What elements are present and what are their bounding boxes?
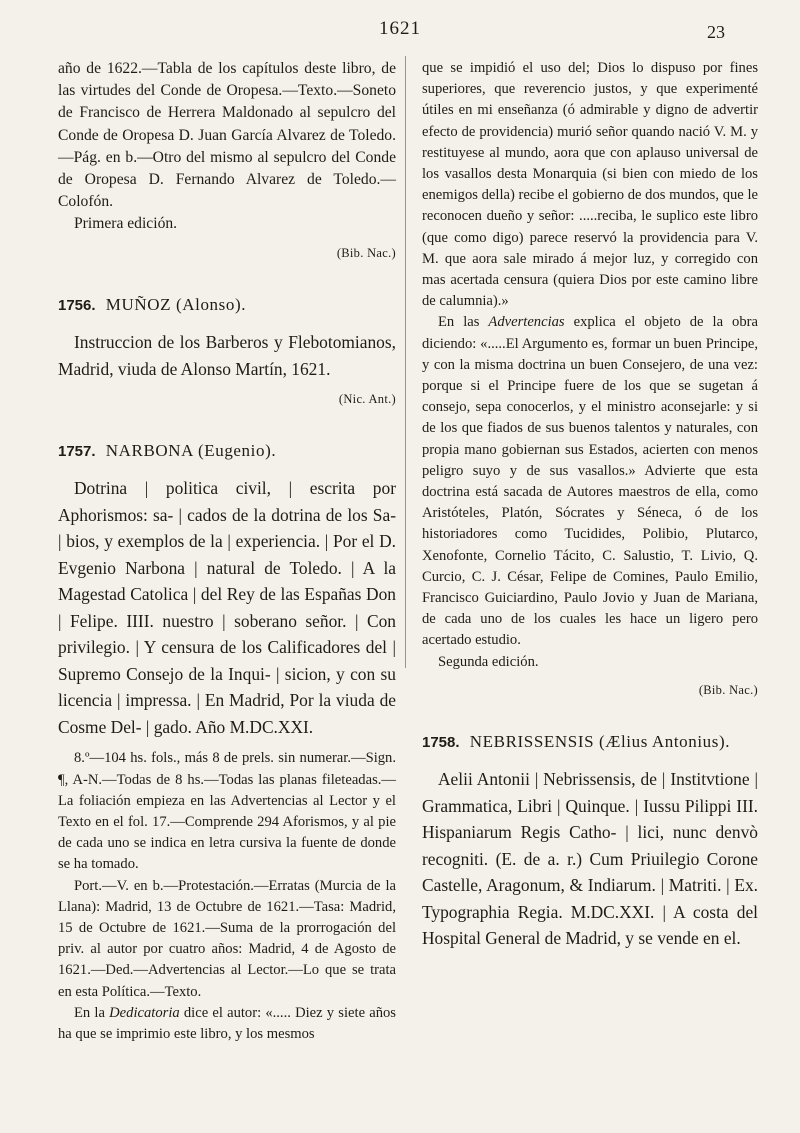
entry-number: 1758.	[422, 734, 460, 752]
entry-number: 1757.	[58, 443, 96, 461]
italic-title: Advertencias	[488, 314, 565, 331]
description-paragraph	[58, 1003, 396, 1045]
text-span: dice el autor: «..... Diez y siete años ha que se imprimio este libro, y los mesmos	[58, 1004, 396, 1043]
page-number: 23	[707, 22, 725, 42]
edition-note: Primera edición.	[74, 215, 178, 233]
entry-title: Dotrina | politica civil, | escrita por Aphorismos: sa- | cados de la dotrina de los Sa- | bios, y exemplos de la | experiencia. | Por el D. Evgenio Narbona | natural de Toledo. | A la Magestad Catolica | del Rey de las Españas Don | Felipe. IIII. nuestro | soberano señor. | Con privilegio. | Y censura de los Calificadores del | Supremo Consejo de la Inqui- | sicion, y con su licencia | impressa. | En Madrid, Por la viuda de Cosme Del- | gado. Año M.DC.XXI.	[58, 478, 396, 737]
entry-author: MUÑOZ (Alonso).	[105, 294, 247, 314]
entry-heading-1758	[422, 731, 758, 754]
entry-title: Instruccion de los Barberos y Flebotomianos, Madrid, viuda de Alonso Martín, 1621.	[58, 332, 396, 379]
text-span: En la	[74, 1004, 110, 1021]
right-column	[422, 58, 758, 952]
running-header-year: 1621	[379, 18, 421, 39]
text-span: En las	[438, 314, 489, 331]
description-paragraph: 8.º—104 hs. fols., más 8 de prels. sin numerar.—Sign. ¶, A-N.—Todas de 8 hs.—Todas las planas fileteadas.—La foliación empieza en las Advertencias al Lector y el Texto en el fol. 17.—Comprende 294 Aforismos, y al pie de cada uno se indica en letra cursiva la fuente de donde se ha tomado.	[58, 750, 396, 873]
entry-description-continued	[422, 58, 758, 673]
entry-author: NARBONA (Eugenio).	[105, 441, 277, 461]
entry-number: 1756.	[58, 296, 96, 314]
citation: (Nic. Ant.)	[338, 392, 396, 407]
continuation-paragraph: año de 1622.—Tabla de los capítulos deste libro, de las virtudes del Conde de Oropesa.—Texto.—Soneto de Francisco de Herrera Maldonado al sepulcro del Conde de Oropesa D. Juan García Alvarez de Toledo.—Pág. en b.—Otro del mismo al sepulcro del Conde de Oropesa D. Fernando Alvarez de Toledo.—Colofón.	[58, 60, 396, 211]
description-paragraph	[422, 312, 758, 651]
entry-heading-1757	[58, 440, 396, 463]
continuation-paragraph: que se impidió el uso del; Dios lo dispuso por fines superiores, que reverencio justos, y que experimenté útiles en mi enseñanza (ó admirable y digno de advertir efecto de providencia) murió señor quando nació V. M. y restituyese al mundo, aora que con aplauso universal de los vasallos desta Monarquia (si bien con miedo de los enemigos della) recibe el gobierno de dos mundos, que le reconocen dueño y señor: .....reciba, le suplico este libro (que como digo) parece reservó la providencia para V. M. que aora sale mirado á mejor luz, y corregido con mas acertada censura (quiera Dios por este camino libre de calumnia).»	[422, 60, 758, 310]
citation: (Bib. Nac.)	[336, 245, 396, 260]
entry-author: NEBRISSENSIS (Ælius Antonius).	[469, 732, 731, 752]
citation: (Bib. Nac.)	[698, 682, 758, 697]
entry-title: Aelii Antonii | Nebrissensis, de | Institvtione | Grammatica, Libri | Quinque. | Iussu Pilippi III. Hispaniarum Regis Catho- | lici, nunc denvò recogniti. (E. de a. r.) Cum Priuilegio Corone Castelle, Aragonum, & Indiarum. | Matriti. | Ex. Typographia Regia. M.DC.XXI. | A costa del Hospital General de Madrid, y se vende en el.	[422, 769, 758, 949]
left-column	[58, 58, 396, 1045]
entry-heading-1756	[58, 294, 396, 317]
column-divider	[405, 56, 406, 668]
italic-title: Dedicatoria	[109, 1004, 180, 1021]
entry-description	[58, 748, 396, 1045]
description-paragraph: Port.—V. en b.—Protestación.—Erratas (Murcia de la Llana): Madrid, 13 de Octubre de 1621.—Tasa: Madrid, 15 de Octubre de 1621.—Suma de la prorrogación del priv. al autor por cuatro años: Madrid, 4 de Agosto de 1621.—Ded.—Advertencias al Lector.—Lo que se trata en esta Política.—Texto.	[58, 877, 396, 1000]
text-span: explica el objeto de la obra diciendo: «.....El Argumento es, formar un buen Principe, y con la misma doctrina un buen Consejero, de una vez: porque si el Principe fuere de los que se sugetan á consejo, sepa conocerlos, y el ministro aconsejarle: y si de los que fiados de sus buenos talentos y naturales, con propia mano gobiernan sus Estados, acierten con menos peligro suyo y de sus vasallos.» Advierte que esta doctrina está sacada de Autores maestros de ella, como Aristóteles, Platón, Sócrates y Séneca, ó de los historiadores como Tucidides, Polibio, Plutarco, Xenofonte, Cornelio Tácito, C. Salustio, T. Livio, Q. Curcio, C. J. César, Felipe de Comines, Paulo Emilio, Francisco Guiciardino, Paulo Jovio y Juan de Mariana, de cada uno de los cuales les hace un ligero pero acertado estudio.	[422, 314, 758, 649]
edition-note: Segunda edición.	[438, 653, 539, 670]
